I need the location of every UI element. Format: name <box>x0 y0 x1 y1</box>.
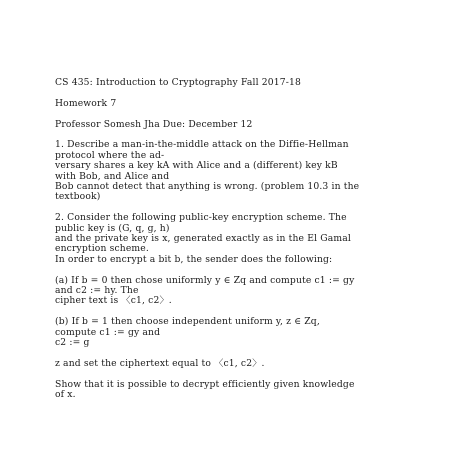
ciphertext-statement <box>55 359 400 369</box>
homework-title: Homework 7 <box>55 97 117 109</box>
course-title: CS 435: Introduction to Cryptography Fall 2017-18 <box>55 77 301 88</box>
problem-1-line: 1. Describe a man-in-the-middle attack on the Diffie-Hellman <box>55 139 349 151</box>
show-that-statement <box>55 380 400 401</box>
problem-2-line: and the private key is x, generated exactly as in the El Gamal <box>55 233 351 245</box>
problem-1-line: with Bob, and Alice and <box>55 170 170 182</box>
problem-2-part-a <box>55 276 400 307</box>
problem-1-line: Bob cannot detect that anything is wrong. (problem 10.3 in the <box>55 181 360 193</box>
show-that-line: of x. <box>55 389 76 401</box>
part-b-line: compute c1 := gy and <box>55 326 161 338</box>
course-header <box>55 78 400 88</box>
problem-2 <box>55 213 400 265</box>
problem-2-line: 2. Consider the following public-key encryption scheme. The <box>55 212 347 224</box>
part-b-line: (b) If b = 1 then choose independent uniform y, z ∈ Zq, <box>55 316 320 328</box>
problem-1-line: protocol where the ad- <box>55 149 165 161</box>
part-a-line: and c2 := hy. The <box>55 285 139 297</box>
problem-1 <box>55 140 400 202</box>
part-b-line: c2 := g <box>55 337 90 349</box>
show-that-line: Show that it is possible to decrypt efficiently given knowledge <box>55 378 355 390</box>
homework-header <box>55 99 400 109</box>
professor-header <box>55 120 400 130</box>
problem-2-line: encryption scheme. <box>55 243 149 255</box>
part-a-line: cipher text is 〈c1, c2〉. <box>55 295 172 307</box>
document-body <box>55 78 400 411</box>
part-a-line: (a) If b = 0 then chose uniformly y ∈ Zq and compute c1 := gy <box>55 274 355 286</box>
problem-1-line: textbook) <box>55 191 101 203</box>
problem-2-line: In order to encrypt a bit b, the sender does the following: <box>55 253 333 265</box>
problem-1-line: versary shares a key kA with Alice and a (different) key kB <box>55 160 338 172</box>
problem-2-line: public key is (G, q, g, h) <box>55 222 170 234</box>
problem-2-part-b <box>55 317 400 348</box>
ciphertext-line: z and set the ciphertext equal to 〈c1, c2〉. <box>55 357 265 369</box>
professor-due-date: Professor Somesh Jha Due: December 12 <box>55 118 253 130</box>
